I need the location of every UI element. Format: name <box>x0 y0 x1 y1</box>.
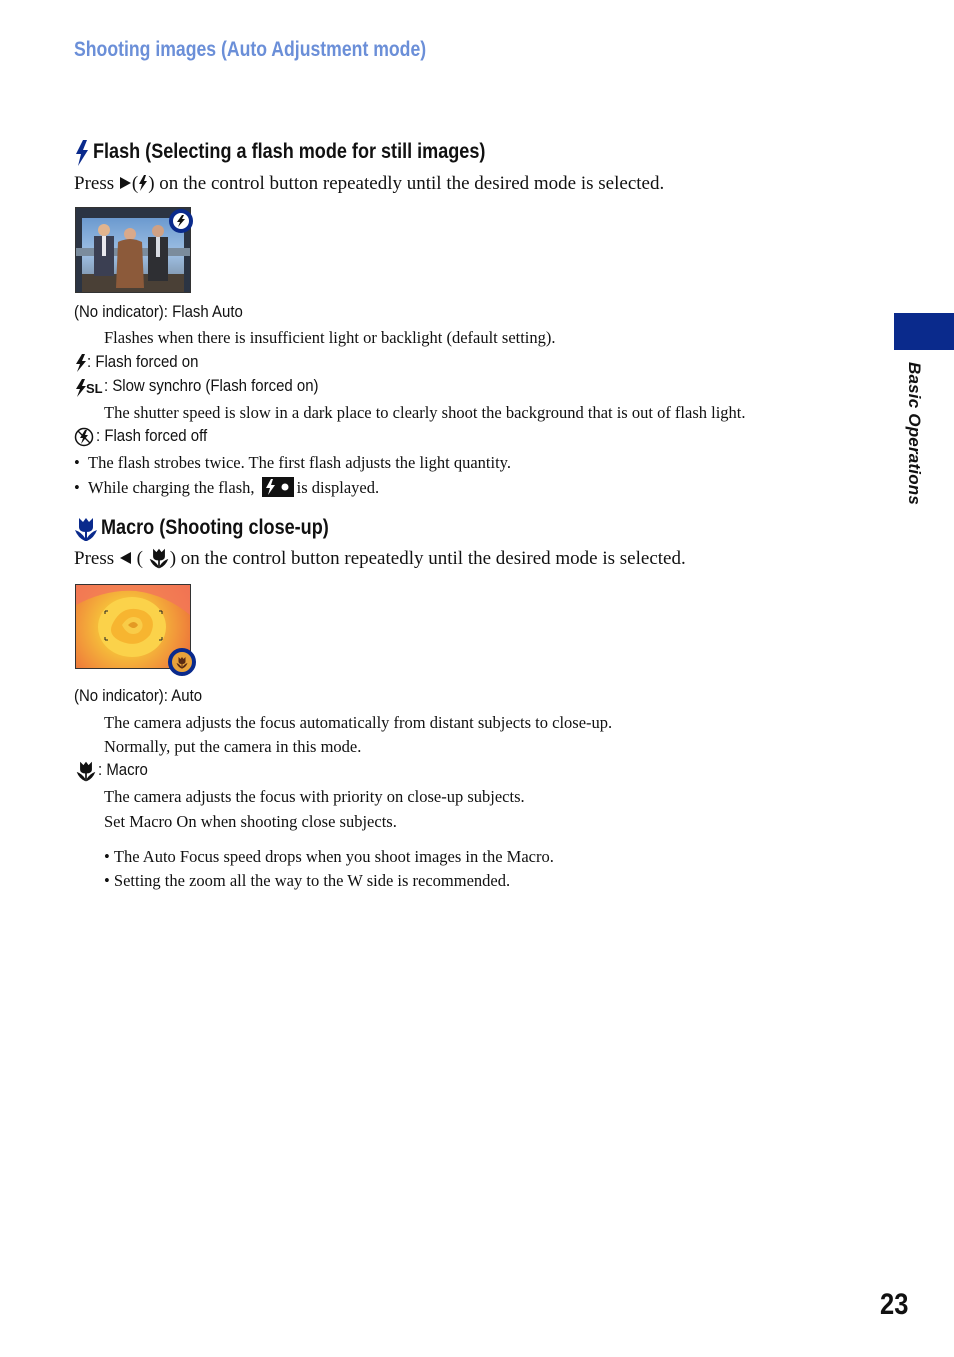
flash-note-2: • While charging the flash, is displayed. <box>74 478 380 497</box>
triangle-left-icon <box>119 551 132 565</box>
flash-heading-text: Flash (Selecting a flash mode for still images) <box>93 140 486 163</box>
macro-note-1: • The Auto Focus speed drops when you shoot images in the Macro. <box>104 847 554 866</box>
flash-indicator-highlight <box>169 209 193 233</box>
tulip-icon <box>176 656 188 669</box>
side-tab <box>894 313 954 350</box>
tulip-icon <box>148 547 170 569</box>
macro-indicator-highlight <box>168 648 196 676</box>
flash-charging-icon <box>262 477 294 497</box>
flash-note-1: • The flash strobes twice. The first flash adjusts the light quantity. <box>74 453 511 472</box>
macro-mode-macro-desc-1: The camera adjusts the focus with priority on close-up subjects. <box>104 787 525 806</box>
page-number: 23 <box>879 1288 908 1321</box>
flash-mode-auto: (No indicator): Flash Auto <box>74 302 243 321</box>
tulip-icon <box>74 516 98 542</box>
flash-mode-slow-desc: The shutter speed is slow in a dark place to clearly shoot the background that is out of flash light. <box>104 403 746 422</box>
macro-mode-auto: (No indicator): Auto <box>74 686 203 705</box>
flash-icon <box>75 354 87 372</box>
flash-off-icon <box>74 427 94 447</box>
macro-lead: Press ( ) on the control button repeatedly until the desired mode is selected. <box>74 548 686 569</box>
section-header: Shooting images (Auto Adjustment mode) <box>74 38 427 61</box>
macro-mode-auto-desc-1: The camera adjusts the focus automatically from distant subjects to close-up. <box>104 713 613 732</box>
macro-mode-auto-desc-2: Normally, put the camera in this mode. <box>104 737 362 756</box>
macro-heading-text: Macro (Shooting close-up) <box>101 516 329 539</box>
triangle-right-icon <box>119 176 132 190</box>
macro-note-2: • Setting the zoom all the way to the W side is recommended. <box>104 871 511 890</box>
side-tab-label: Basic Operations <box>905 362 924 506</box>
flash-icon <box>176 215 186 227</box>
flash-lead: Press ( ) on the control button repeatedly until the desired mode is selected. <box>74 173 665 194</box>
tulip-icon <box>75 760 97 782</box>
macro-mode-macro-desc-2: Set Macro On when shooting close subjects. <box>104 812 397 831</box>
flash-mode-auto-desc: Flashes when there is insufficient light or backlight (default setting). <box>104 328 556 347</box>
flash-icon <box>74 140 90 166</box>
flash-icon <box>138 175 148 191</box>
